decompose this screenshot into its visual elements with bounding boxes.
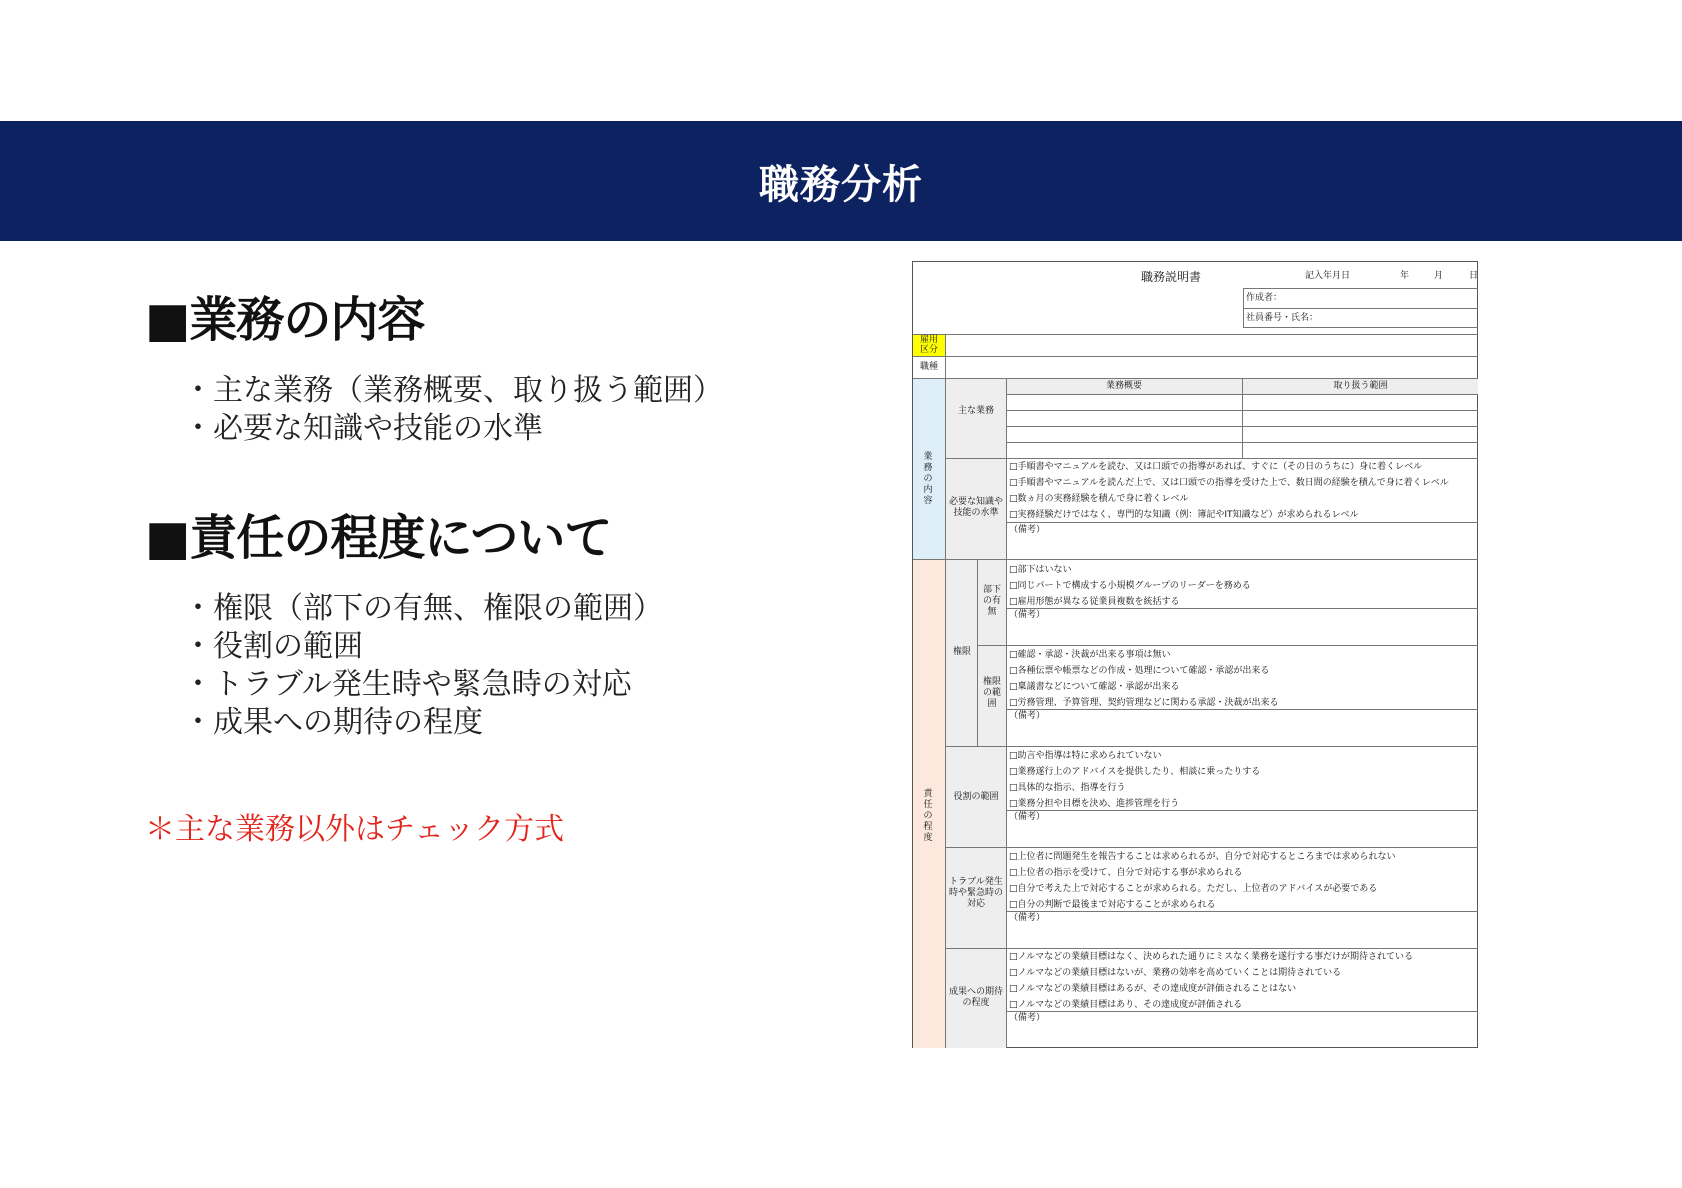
author-label: 作成者： (1246, 293, 1283, 303)
expectation-item: □ノルマなどの業績目標はあり、その達成度が評価される (1009, 1000, 1243, 1010)
role-item: □具体的な指示、指導を行う (1009, 783, 1126, 793)
position-label: 職種 (920, 362, 939, 372)
skill-item: □実務経験だけではなく、専門的な知識（例：簿記やIT知識など）が求められるレベル (1009, 510, 1359, 520)
work-section-label: 業務の内容 (923, 452, 933, 506)
remarks-label: （備考） (1009, 913, 1046, 923)
remarks-label: （備考） (1009, 1013, 1046, 1023)
year-label: 年 (1400, 271, 1410, 281)
day-label: 日 (1469, 271, 1479, 281)
title-banner (0, 121, 1682, 241)
responsibility-section-label: 責任の程度 (923, 789, 933, 843)
role-label: 役割の範囲 (953, 792, 999, 802)
responsibility-sublabel-cell (946, 560, 1006, 1048)
bullet-item: ・役割の範囲 (183, 629, 363, 664)
remarks-label: （備考） (1009, 610, 1046, 620)
expectation-item: □ノルマなどの業績目標はないが、業務の効率を高めていくことは期待されている (1009, 968, 1342, 978)
section-heading-responsibility: ■責任の程度について (145, 510, 612, 566)
trouble-label: トラブル発生時や緊急時の対応 (949, 877, 1004, 909)
scope-label: 権限の範囲 (982, 677, 1001, 709)
date-label: 記入年月日 (1305, 271, 1351, 281)
responsibility-bullet-list (145, 590, 885, 742)
expectation-item: □ノルマなどの業績目標はなく、決められた通りにミスなく業務を遂行する事だけが期待されている (1009, 952, 1413, 962)
subordinates-label: 部下の有無 (982, 585, 1001, 617)
bullet-item: ・主な業務（業務概要、取り扱う範囲） (183, 373, 723, 408)
main-duties-label: 主な業務 (957, 406, 994, 416)
role-item: □助言や指導は特に求められていない (1009, 751, 1162, 761)
section-heading-work: ■業務の内容 (145, 292, 425, 348)
check-method-note: ＊主な業務以外はチェック方式 (145, 812, 565, 847)
form-title: 職務説明書 (1141, 270, 1202, 284)
remarks-label: （備考） (1009, 711, 1046, 721)
scope-item: □確認・承認・決裁が出来る事項は無い (1009, 650, 1171, 660)
scope-item: □労務管理、予算管理、契約管理などに関わる承認・決裁が出来る (1009, 698, 1279, 708)
bullet-item: ・必要な知識や技能の水準 (183, 411, 543, 446)
employee-label: 社員番号・氏名： (1246, 313, 1319, 323)
trouble-item: □上位者の指示を受けて、自分で対応する事が求められる (1009, 868, 1243, 878)
work-bullet-list (145, 372, 885, 448)
bullet-item: ・トラブル発生時や緊急時の対応 (183, 667, 632, 702)
remarks-label: （備考） (1009, 812, 1046, 822)
skill-item: □数ヵ月の実務経験を積んで身に着くレベル (1009, 494, 1189, 504)
job-description-form (912, 261, 1478, 1048)
bullet-item: ・権限（部下の有無、権限の範囲） (183, 591, 663, 626)
authority-label: 権限 (953, 647, 972, 657)
expectation-item: □ノルマなどの業績目標はあるが、その達成度が評価されることはない (1009, 984, 1297, 994)
col-scope: 取り扱う範囲 (1333, 381, 1388, 391)
skill-label: 必要な知識や技能の水準 (948, 497, 1003, 518)
col-overview: 業務概要 (1105, 381, 1142, 391)
role-item: □業務遂行上のアドバイスを提供したり、相談に乗ったりする (1009, 767, 1261, 777)
bullet-item: ・成果への期待の程度 (183, 705, 483, 740)
page-title: 職務分析 (759, 161, 923, 208)
employment-label: 雇用区分 (919, 335, 938, 355)
trouble-item: □自分で考えた上で対応することが求められる。ただし、上位者のアドバイスが必要である (1009, 884, 1378, 894)
left-content (145, 290, 885, 848)
expectation-label: 成果への期待の程度 (949, 987, 1004, 1008)
subordinates-item: □雇用形態が異なる従業員複数を統括する (1009, 597, 1180, 607)
skill-item: □手順書やマニュアルを読んだ上で、又は口頭での指導を受けた上で、数日間の経験を積んで身に着くレベル (1009, 478, 1449, 488)
trouble-item: □上位者に問題発生を報告することは求められるが、自分で対応するところまでは求められない (1009, 852, 1396, 862)
subordinates-item: □部下はいない (1009, 565, 1072, 575)
scope-item: □稟議書などについて確認・承認が出来る (1009, 682, 1180, 692)
role-item: □業務分担や目標を決め、進捗管理を行う (1009, 799, 1180, 809)
month-label: 月 (1434, 271, 1444, 281)
trouble-item: □自分の判断で最後まで対応することが求められる (1009, 900, 1216, 910)
remarks-label: （備考） (1009, 525, 1046, 535)
skill-item: □手順書やマニュアルを読む、又は口頭での指導があれば、すぐに（その日のうちに）身に着くレベル (1009, 462, 1423, 472)
subordinates-item: □同じパートで構成する小規模グループのリーダーを務める (1009, 581, 1251, 591)
scope-item: □各種伝票や帳票などの作成・処理について確認・承認が出来る (1009, 666, 1270, 676)
